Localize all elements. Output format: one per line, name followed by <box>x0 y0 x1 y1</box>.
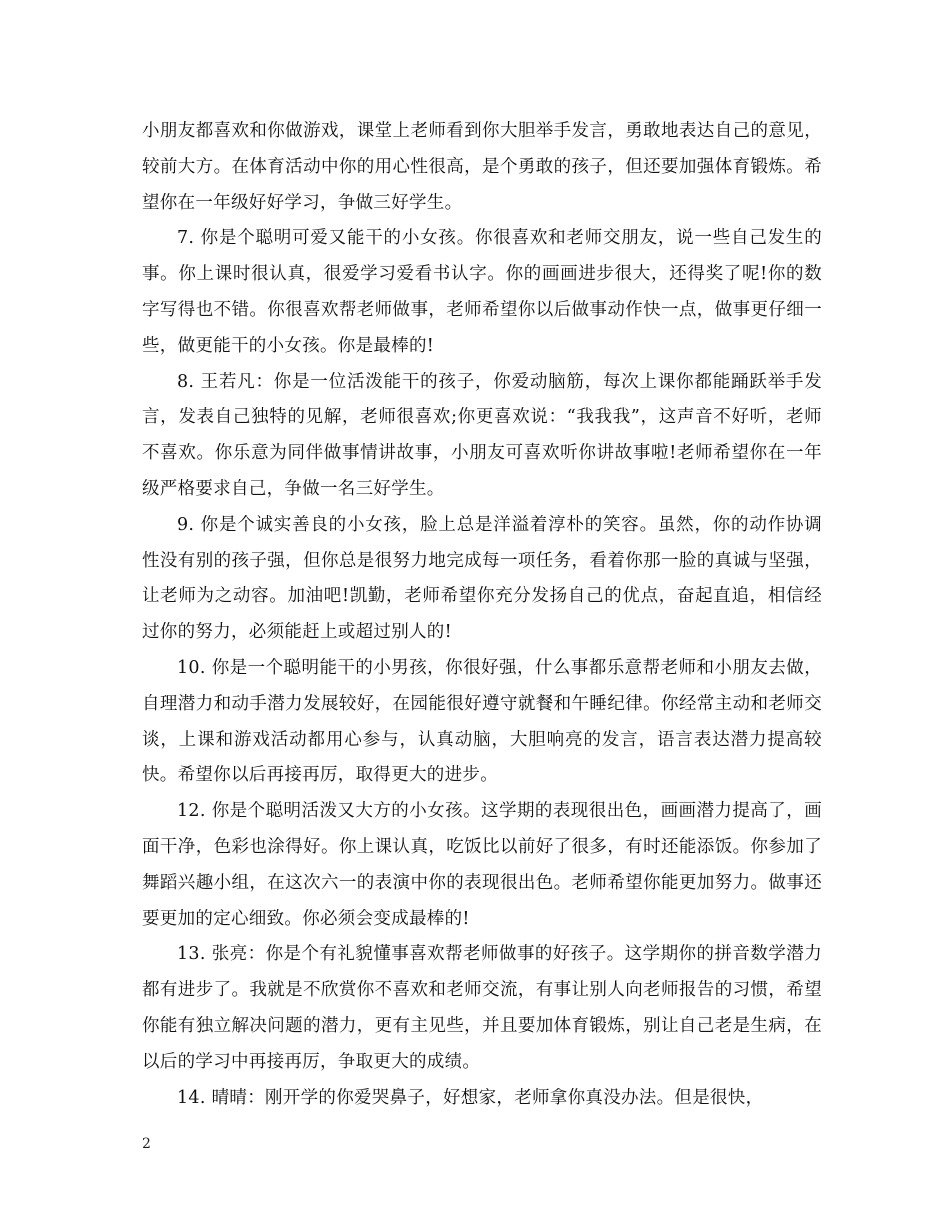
paragraph-comment-8: 8. 王若凡：你是一位活泼能干的孩子，你爱动脑筋，每次上课你都能踊跃举手发言，发表自己独特的见解，老师很喜欢;你更喜欢说：“我我我”，这声音不好听，老师不喜欢。你乐意为同伴做事情讲故事，小朋友可喜欢听你讲故事啦!老师希望你在一年级严格要求自己，争做一名三好学生。 <box>142 371 822 499</box>
paragraph-comment-7: 7. 你是个聪明可爱又能干的小女孩。你很喜欢和老师交朋友，说一些自己发生的事。你上课时很认真，很爱学习爱看书认字。你的画画进步很大，还得奖了呢!你的数字写得也不错。你很喜欢帮老师做事，老师希望你以后做事动作快一点，做事更仔细一些，做更能干的小女孩。你是最棒的! <box>142 228 822 356</box>
document-body <box>142 114 822 1116</box>
paragraph-comment-10: 10. 你是一个聪明能干的小男孩，你很好强，什么事都乐意帮老师和小朋友去做，自理潜力和动手潜力发展较好，在园能很好遵守就餐和午睡纪律。你经常主动和老师交谈，上课和游戏活动都用心参与，认真动脑，大胆响亮的发言，语言表达潜力提高较快。希望你以后再接再厉，取得更大的进步。 <box>142 657 822 786</box>
paragraph-comment-9: 9. 你是个诚实善良的小女孩，脸上总是洋溢着淳朴的笑容。虽然，你的动作协调性没有别的孩子强，但你总是很努力地完成每一项任务，看着你那一脸的真诚与坚强，让老师为之动容。加油吧!凯勤，老师希望你充分发扬自己的优点，奋起直追，相信经过你的努力，必须能赶上或超过别人的! <box>142 514 822 643</box>
paragraph-comment-12: 12. 你是个聪明活泼又大方的小女孩。这学期的表现很出色，画画潜力提高了，画面干净，色彩也涂得好。你上课认真，吃饭比以前好了很多，有时还能添饭。你参加了舞蹈兴趣小组，在这次六一的表演中你的表现很出色。老师希望你能更加努力。做事还要更加的定心细致。你必须会变成最棒的! <box>142 801 822 929</box>
paragraph-comment-13: 13. 张亮：你是个有礼貌懂事喜欢帮老师做事的好孩子。这学期你的拼音数学潜力都有进步了。我就是不欣赏你不喜欢和老师交流，有事让别人向老师报告的习惯，希望你能有独立解决问题的潜力，更有主见些，并且要加体育锻炼，别让自己老是生病，在以后的学习中再接再厉，争取更大的成绩。 <box>142 944 822 1072</box>
paragraph-continuation: 小朋友都喜欢和你做游戏，课堂上老师看到你大胆举手发言，勇敢地表达自己的意见，较前大方。在体育活动中你的用心性很高，是个勇敢的孩子，但还要加强体育锻炼。希望你在一年级好好学习，争做三好学生。 <box>142 121 822 213</box>
paragraph-comment-14: 14. 晴晴：刚开学的你爱哭鼻子，好想家，老师拿你真没办法。但是很快， <box>177 1087 764 1108</box>
page-number: 2 <box>142 1136 151 1152</box>
